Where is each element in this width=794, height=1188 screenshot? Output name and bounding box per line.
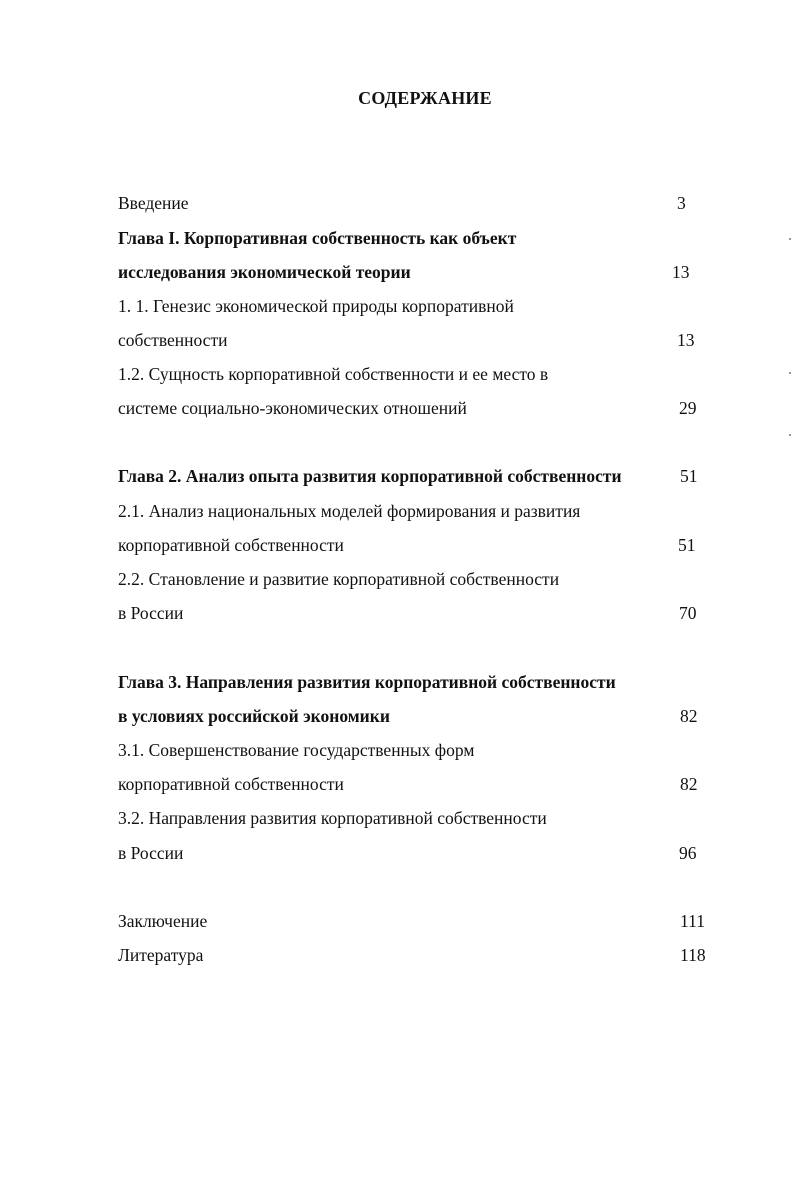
scan-artifact	[789, 372, 791, 374]
toc-entry-section-2-1-line-1: 2.1. Анализ национальных моделей формирования и развития	[118, 501, 581, 521]
toc-page-number: 96	[679, 843, 697, 863]
toc-entry-section-3-2-line-2: в России	[118, 843, 184, 863]
toc-entry-conclusion: Заключение	[118, 911, 208, 931]
toc-page-number: 111	[680, 911, 705, 931]
scan-artifact	[789, 238, 791, 240]
toc-entry-section-1-2-line-2: системе социально-экономических отношений	[118, 398, 467, 418]
toc-entry-section-2-2-line-2: в России	[118, 603, 184, 623]
toc-entry-chapter-3-line-2: в условиях российской экономики	[118, 706, 390, 726]
toc-entry-section-1-2-line-1: 1.2. Сущность корпоративной собственности и ее место в	[118, 364, 549, 384]
toc-page-number: 70	[679, 603, 697, 623]
scan-artifact	[789, 434, 791, 436]
toc-entry-chapter-1-line-2: исследования экономической теории	[118, 262, 411, 282]
toc-entry-chapter-3-line-1: Глава 3. Направления развития корпоративной собственности	[118, 672, 616, 692]
toc-page-number: 29	[679, 398, 697, 418]
toc-entry-section-3-1-line-2: корпоративной собственности	[118, 774, 344, 794]
toc-entry-section-2-2-line-1: 2.2. Становление и развитие корпоративной собственности	[118, 569, 560, 589]
page-title: СОДЕРЖАНИЕ	[358, 88, 492, 108]
toc-entry-section-1-1-line-1: 1. 1. Генезис экономической природы корпоративной	[118, 296, 514, 316]
toc-page-number: 3	[677, 193, 686, 213]
toc-page-number: 51	[678, 535, 696, 555]
toc-page-number: 51	[680, 466, 698, 486]
toc-entry-section-3-2-line-1: 3.2. Направления развития корпоративной собственности	[118, 808, 547, 828]
toc-entry-literature: Литература	[118, 945, 204, 965]
toc-page-number: 82	[680, 774, 698, 794]
toc-entry-chapter-2: Глава 2. Анализ опыта развития корпоративной собственности	[118, 466, 622, 486]
toc-page-number: 13	[672, 262, 690, 282]
toc-entry-section-1-1-line-2: собственности	[118, 330, 228, 350]
toc-page-number: 13	[677, 330, 695, 350]
toc-page-number: 82	[680, 706, 698, 726]
toc-entry-chapter-1-line-1: Глава I. Корпоративная собственность как объект	[118, 228, 517, 248]
toc-entry-section-2-1-line-2: корпоративной собственности	[118, 535, 344, 555]
toc-entry-introduction: Введение	[118, 193, 189, 213]
toc-entry-section-3-1-line-1: 3.1. Совершенствование государственных форм	[118, 740, 475, 760]
toc-page-number: 118	[680, 945, 706, 965]
